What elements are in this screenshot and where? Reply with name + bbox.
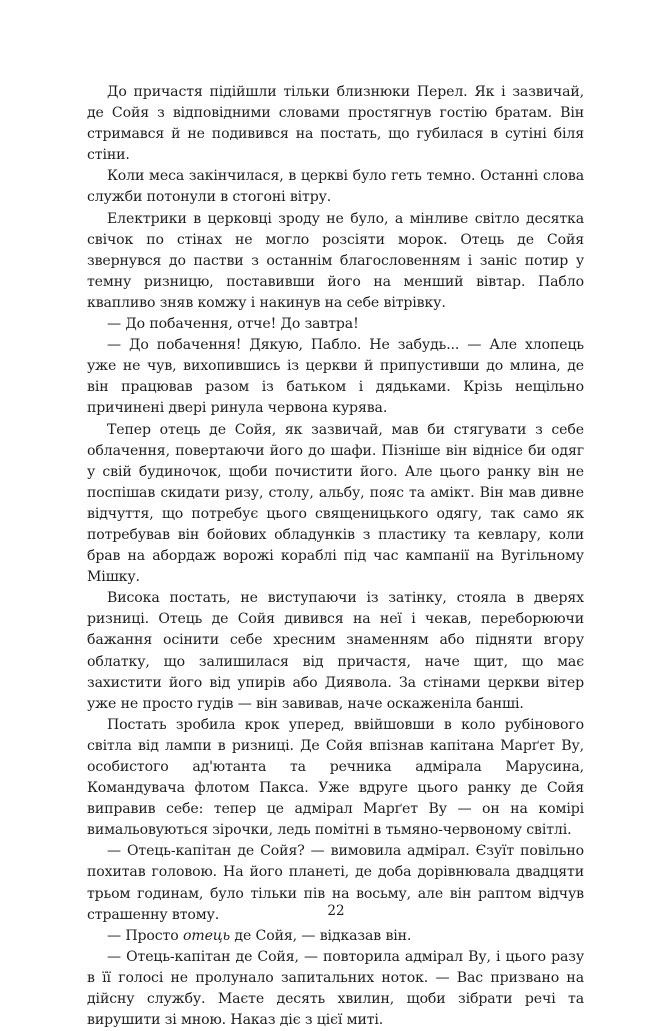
paragraph: Постать зробила крок уперед, ввійшовши в коло рубінового світла від лампи в ризниці. Де Сойя впізнав капітана Марґет Ву, особистого ад'ютанта та речника адмірала Марусина, Командувача флотом Пакса. Уже вдруге цього ранку де Сойя виправив себе: тепер це адмірал Марґет Ву — он на комірі вимальовуються зірочки, ледь помітні в тьмяно-червоному світлі. <box>87 716 584 839</box>
paragraph: — До побачення, отче! До завтра! <box>107 316 359 333</box>
page-number: 22 <box>327 903 345 919</box>
paragraph: — Отець-капітан де Сойя? — вимовила адмірал. Єзуїт повільно похитав головою. На його планеті, де доба дорівнювала двадцяти трьом годинам, було тільки пів на восьму, але він раптом відчув страшенну втому. <box>87 843 584 923</box>
paragraph: Тепер отець де Сойя, як зазвичай, мав би стягувати з себе облачення, повертаючи його до шафи. Пізніше він віднісе би одяг у свій будиночок, щоби почистити його. Але цього ранку він не поспішав скидати ризу, столу, альбу, пояс та амікт. Він мав дивне відчуття, що потребує цього священицького одягу, так само як потребував він бойових обладунків з пластику та кевлару, коли брав на абордаж ворожі кораблі під час кампанії на Вугільному Мішку. <box>87 421 584 586</box>
paragraph: До причастя підійшли тільки близнюки Перел. Як і зазвичай, де Сойя з відповідними словами простягнув гостію братам. Він стримався й не подивився на постать, що губилася в сутіні біля стіни. <box>87 84 584 164</box>
reply-text-italic: отець <box>182 927 231 944</box>
page-text-block <box>87 82 584 1031</box>
paragraph: — Отець-капітан де Сойя, — повторила адмірал Ву, і цього разу в її голосі не пролунало запитальних ноток. — Вас призвано на дійсну службу. Маєте десять хвилин, щоби зібрати речі та вирушити зі мною. Наказ діє з цієї миті. <box>87 948 584 1029</box>
reply-text-start: — Просто <box>107 927 183 944</box>
paragraph: Коли меса закінчилася, в церкві було геть темно. Останні слова служби потонули в стогоні вітру. <box>87 168 584 206</box>
paragraph: — До побачення! Дякую, Пабло. Не забудь... — Але хлопець уже не чув, вихопившись із церкви й припустивши до млина, де він працював разом із батьком і дядьками. Крізь нещільно причинені двері ринула червона курява. <box>87 337 584 417</box>
reply-text-end: де Сойя, — відказав він. <box>230 927 412 944</box>
paragraph: Висока постать, не виступаючи із затінку, стояла в дверях ризниці. Отець де Сойя дивився на неї і чекав, переборюючи бажання осінити себе хресним знаменням або підняти вгору облатку, що залишилася від причастя, наче щит, що має захистити його від упирів або Диявола. За стінами церкви вітер уже не просто гудів — він завивав, наче оскаженіла банші. <box>87 590 584 712</box>
paragraph: Електрики в церковці зроду не було, а мінливе світло десятка свічок по стінах не могло розсіяти морок. Отець де Сойя звернувся до пастви з останнім благословенням і заніс потир у темну ризницю, поставивши його на менший вівтар. Пабло квапливо зняв комжу і накинув на себе вітрівку. <box>87 210 584 311</box>
paragraph-reply <box>87 926 584 947</box>
